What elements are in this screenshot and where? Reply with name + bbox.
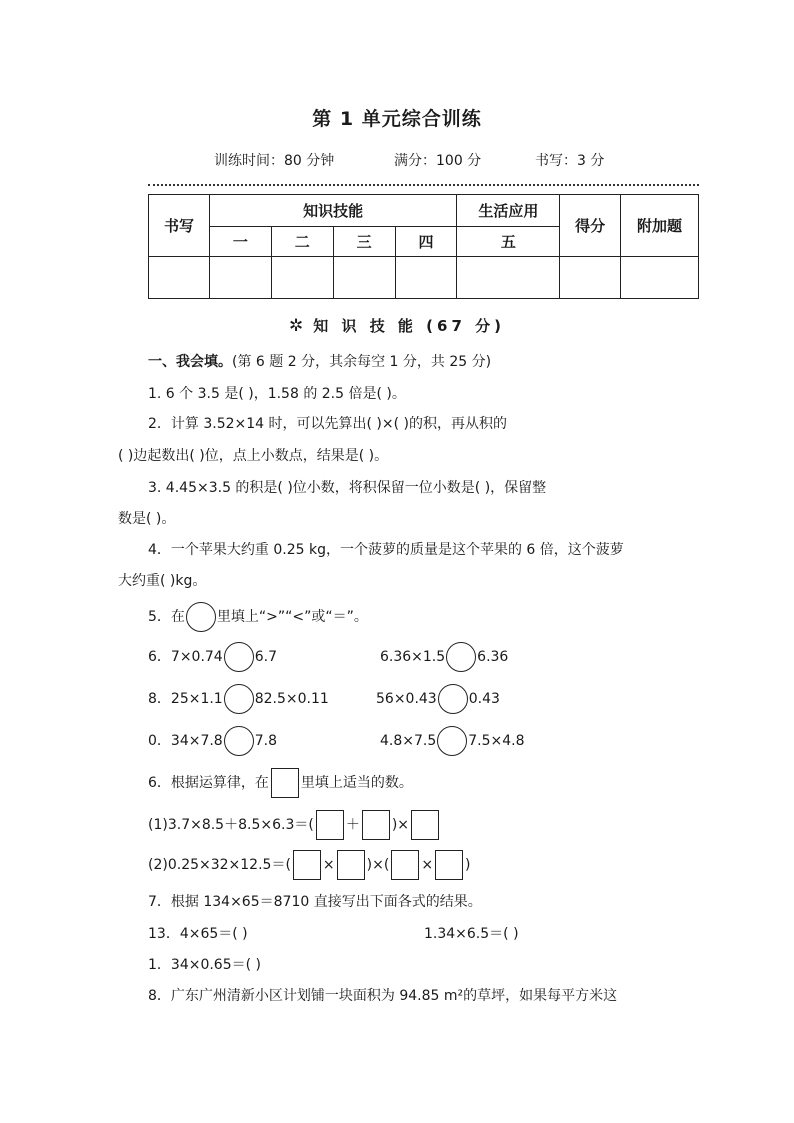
answer-box[interactable] [316,810,344,840]
full-score: 满分：100 分 [394,153,482,169]
header-part-4: 四 [395,227,457,257]
question-4-line-2: 大约重( )kg。 [118,573,207,589]
answer-box[interactable] [271,768,299,798]
answer-circle[interactable] [438,684,468,714]
answer-box[interactable] [362,810,390,840]
score-cell[interactable] [271,257,333,299]
page-title: 第 1 单元综合训练 [312,108,482,130]
header-extra: 附加题 [621,195,699,257]
score-cell[interactable] [149,257,210,299]
header-writing: 书写 [149,195,210,257]
header-knowledge: 知识技能 [209,195,457,227]
question-6-part-2: (2)0.25×32×12.5＝( × )×( × ) [148,850,471,880]
score-cell[interactable] [560,257,621,299]
score-table [148,194,699,299]
header-part-2: 二 [271,227,333,257]
score-cell[interactable] [457,257,560,299]
question-group-heading [148,352,491,372]
score-cell[interactable] [621,257,699,299]
score-cell[interactable] [209,257,271,299]
compare-item: 4.8×7.5 7.5×4.8 [380,726,525,756]
answer-box[interactable] [391,850,419,880]
answer-circle[interactable] [224,684,254,714]
answer-box[interactable] [337,850,365,880]
header-life: 生活应用 [457,195,560,227]
question-7: 7．根据 134×65＝8710 直接写出下面各式的结果。 [148,894,482,910]
compare-item: 0．34×7.8 7.8 [148,726,277,756]
compare-item: 6．7×0.74 6.7 [148,642,277,672]
question-7-c: 1．34×0.65＝( ) [148,957,261,973]
compare-item: 6.36×1.5 6.36 [380,642,508,672]
question-4-line-1: 4．一个苹果大约重 0.25 kg，一个菠萝的质量是这个苹果的 6 倍，这个菠萝 [148,542,624,558]
section-title: 知 识 技 能 (67 分) [313,317,505,335]
header-part-3: 三 [333,227,395,257]
answer-box[interactable] [411,810,439,840]
dotted-divider [148,184,699,186]
question-6: 6．根据运算律，在 里填上适当的数。 [148,768,413,798]
flower-icon: ✲ [289,316,304,336]
compare-item: 56×0.43 0.43 [376,684,500,714]
answer-circle[interactable] [224,642,254,672]
question-5: 5．在 里填上“>”“<”或“＝”。 [148,602,368,632]
question-2-line-1: 2．计算 3.52×14 时，可以先算出( )×( )的积，再从积的 [148,416,508,432]
question-2-line-2: ( )边起数出( )位，点上小数点，结果是( )。 [118,448,389,464]
score-cell[interactable] [333,257,395,299]
group-note: (第 6 题 2 分，其余每空 1 分，共 25 分) [232,354,492,370]
question-7-a: 13．4×65＝( ) [148,926,248,942]
score-cell[interactable] [395,257,457,299]
header-score: 得分 [560,195,621,257]
answer-box[interactable] [293,850,321,880]
group-label: 一、我会填。 [148,354,232,370]
answer-circle[interactable] [224,726,254,756]
compare-item: 8．25×1.1 82.5×0.11 [148,684,329,714]
question-1: 1. 6 个 3.5 是( )，1.58 的 2.5 倍是( )。 [148,386,406,402]
section-heading [0,315,794,336]
question-3-line-1: 3. 4.45×3.5 的积是( )位小数，将积保留一位小数是( )，保留整 [148,480,547,496]
header-part-5: 五 [457,227,560,257]
answer-circle[interactable] [446,642,476,672]
writing-score: 书写：3 分 [535,153,605,169]
answer-box[interactable] [435,850,463,880]
answer-circle[interactable] [437,726,467,756]
question-3-line-2: 数是( )。 [118,511,176,527]
question-7-b: 1.34×6.5＝( ) [424,926,519,942]
training-time: 训练时间：80 分钟 [214,153,335,169]
header-part-1: 一 [209,227,271,257]
answer-circle[interactable] [186,602,216,632]
question-6-part-1: (1)3.7×8.5＋8.5×6.3＝( ＋ )× [148,810,441,840]
question-8: 8．广东广州清新小区计划铺一块面积为 94.85 m²的草坪，如果每平方米这 [148,988,618,1004]
